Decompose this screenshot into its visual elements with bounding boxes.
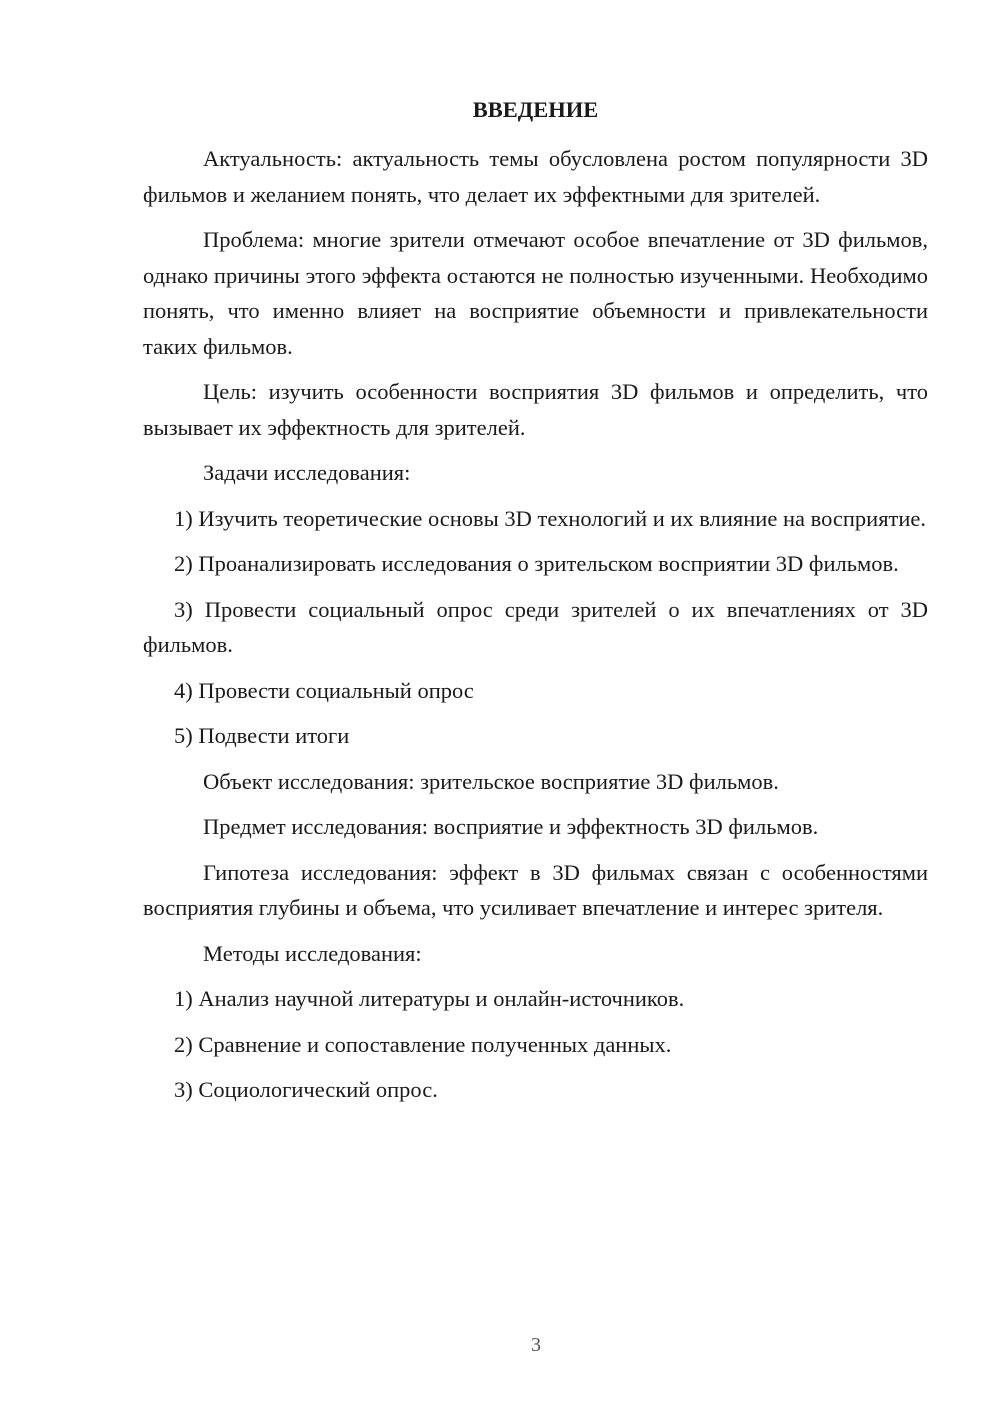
tasks-heading: Задачи исследования:	[203, 460, 411, 485]
method-item: 2) Сравнение и сопоставление полученных данных.	[174, 1031, 672, 1057]
document-page	[143, 92, 928, 1118]
method-item: 3) Социологический опрос.	[174, 1077, 438, 1102]
task-item: 5) Подвести итоги	[174, 723, 350, 748]
method-item: 1) Анализ научной литературы и онлайн-источников.	[174, 986, 685, 1011]
object-paragraph: Объект исследования: зрительское восприятие 3D фильмов.	[203, 768, 779, 794]
subject-paragraph: Предмет исследования: восприятие и эффектность 3D фильмов.	[203, 814, 819, 839]
problem-paragraph: Проблема: многие зрители отмечают особое впечатление от 3D фильмов, однако причины этого эффекта остаются не полностью изученными. Необходимо понять, что именно влияет на восприятие объемности и привлекательности таких фильмов.	[143, 227, 928, 359]
page-number: 3	[531, 1334, 541, 1356]
relevance-paragraph: Актуальность: актуальность темы обусловлена ростом популярности 3D фильмов и желанием понять, что делает их эффектными для зрителей.	[143, 146, 928, 207]
task-item: 2) Проанализировать исследования о зрительском восприятии 3D фильмов.	[174, 551, 899, 576]
task-item: 4) Провести социальный опрос	[174, 677, 474, 703]
methods-heading: Методы исследования:	[203, 940, 422, 966]
section-heading: ВВЕДЕНИЕ	[472, 97, 599, 122]
task-item: 1) Изучить теоретические основы 3D технологий и их влияние на восприятие.	[174, 505, 927, 531]
hypothesis-paragraph: Гипотеза исследования: эффект в 3D фильмах связан с особенностями восприятия глубины и объема, что усиливает впечатление и интерес зрителя.	[143, 859, 928, 920]
goal-paragraph: Цель: изучить особенности восприятия 3D фильмов и определить, что вызывает их эффектность для зрителей.	[143, 379, 928, 440]
task-item: 3) Провести социальный опрос среди зрителей о их впечатлениях от 3D фильмов.	[143, 596, 928, 657]
